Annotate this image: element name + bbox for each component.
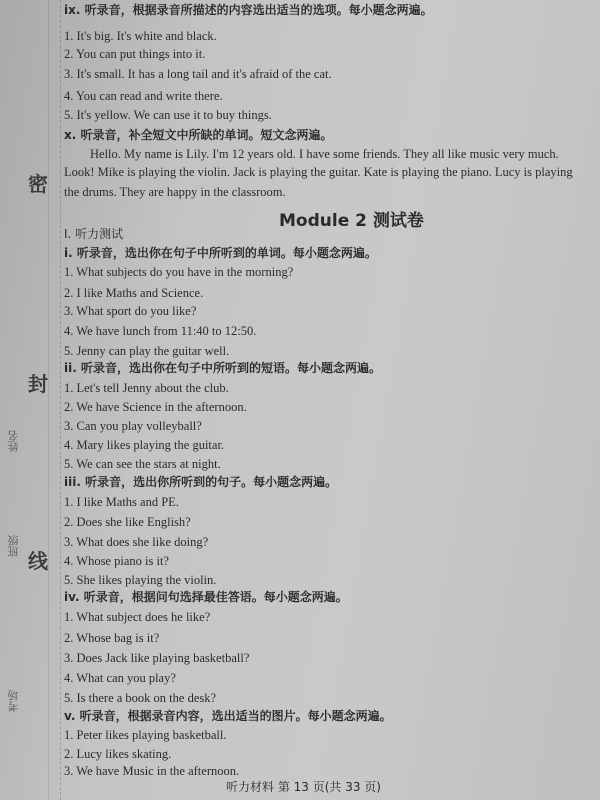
list-item: 2. Does she like English? — [64, 515, 191, 529]
list-item: 3. It's small. It has a long tail and it's afraid of the cat. — [64, 67, 332, 81]
list-item: 5. She likes playing the violin. — [64, 573, 217, 587]
list-item: 2. We have Science in the afternoon. — [64, 400, 247, 414]
list-item: 1. Let's tell Jenny about the club. — [64, 381, 229, 395]
list-item: 2. You can put things into it. — [64, 47, 206, 61]
passage-line: the drums. They are happy in the classroom. — [64, 185, 286, 199]
part-one-heading: Ⅰ. 听力测试 — [64, 227, 124, 241]
list-item: 4. Whose piano is it? — [64, 554, 169, 568]
list-item: 3. What sport do you like? — [64, 304, 197, 318]
list-item: 2. Whose bag is it? — [64, 631, 160, 645]
section-iii-heading: iii. 听录音，选出你所听到的句子。每小题念两遍。 — [64, 475, 338, 489]
page-footer: 听力材料 第 13 页(共 33 页) — [226, 780, 381, 794]
list-item: 1. What subject does he like? — [64, 610, 211, 624]
list-item: 3. We have Music in the afternoon. — [64, 764, 240, 778]
section-i-heading: i. 听录音，选出你在句子中所听到的单词。每小题念两遍。 — [64, 246, 377, 260]
section-ix-heading: ix. 听录音，根据录音所描述的内容选出适当的选项。每小题念两遍。 — [64, 3, 433, 17]
binding-margin — [0, 0, 61, 800]
list-item: 4. We have lunch from 11:40 to 12:50. — [64, 324, 257, 338]
list-item: 3. Can you play volleyball? — [64, 419, 202, 433]
module-title: Module 2 测试卷 — [279, 211, 424, 231]
list-item: 1. Peter likes playing basketball. — [64, 728, 227, 742]
label-exam-room: 考场 — [7, 690, 20, 712]
list-item: 5. It's yellow. We can use it to buy things. — [64, 108, 272, 122]
seal-char-mi: 密 — [28, 172, 48, 196]
list-item: 3. What does she like doing? — [64, 535, 209, 549]
list-item: 5. Is there a book on the desk? — [64, 691, 217, 705]
section-iv-heading: iv. 听录音，根据问句选择最佳答语。每小题念两遍。 — [64, 590, 348, 604]
label-class: 班级 — [7, 535, 20, 557]
list-item: 1. I like Maths and PE. — [64, 495, 179, 509]
list-item: 2. Lucy likes skating. — [64, 747, 172, 761]
list-item: 5. Jenny can play the guitar well. — [64, 344, 230, 358]
section-v-heading: v. 听录音，根据录音内容，选出适当的图片。每小题念两遍。 — [64, 709, 392, 723]
section-ii-heading: ii. 听录音，选出你在句子中所听到的短语。每小题念两遍。 — [64, 361, 381, 375]
seal-char-feng: 封 — [28, 372, 48, 396]
seal-char-xian: 线 — [28, 549, 48, 573]
list-item: 5. We can see the stars at night. — [64, 457, 221, 471]
list-item: 4. What can you play? — [64, 671, 176, 685]
list-item: 2. I like Maths and Science. — [64, 286, 204, 300]
list-item: 3. Does Jack like playing basketball? — [64, 651, 250, 665]
list-item: 4. You can read and write there. — [64, 89, 223, 103]
passage-line: Look! Mike is playing the violin. Jack is playing the guitar. Kate is playing the piano. Lucy is playing — [64, 165, 573, 179]
label-name: 姓名 — [7, 430, 20, 452]
margin-rule — [48, 0, 49, 800]
passage-line: Hello. My name is Lily. I'm 12 years old. I have some friends. They all like music very much. — [90, 147, 559, 161]
list-item: 1. It's big. It's white and black. — [64, 29, 217, 43]
section-x-heading: x. 听录音，补全短文中所缺的单词。短文念两遍。 — [64, 128, 333, 142]
list-item: 4. Mary likes playing the guitar. — [64, 438, 225, 452]
list-item: 1. What subjects do you have in the morning? — [64, 265, 294, 279]
